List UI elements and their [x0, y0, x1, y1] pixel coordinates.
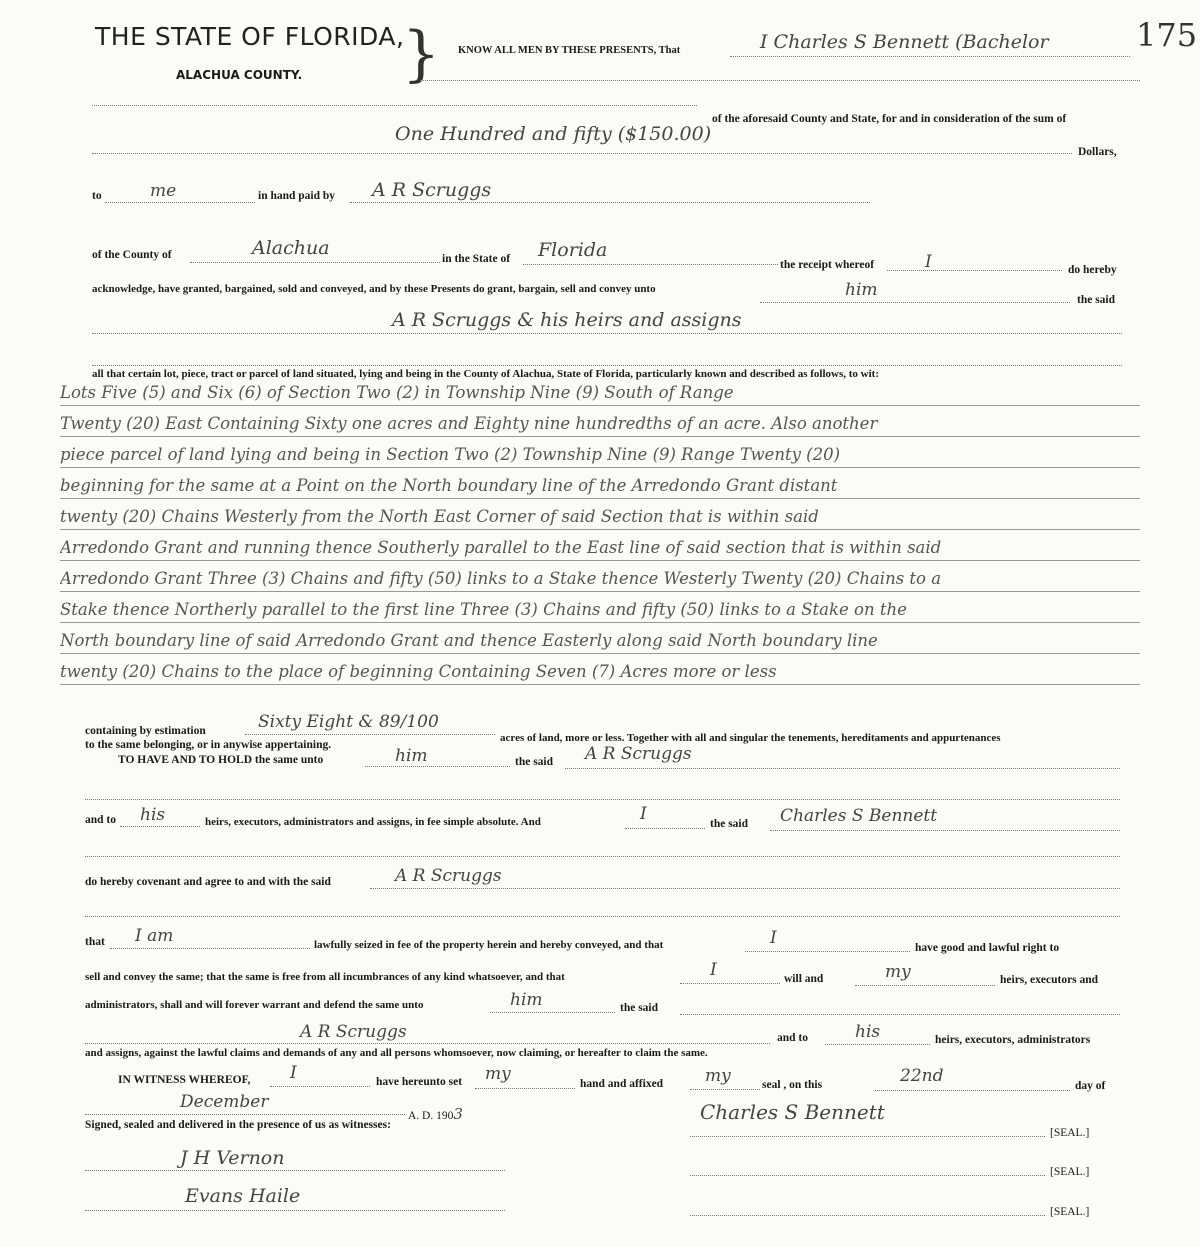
- seal-label-2: [SEAL.]: [1050, 1166, 1090, 1178]
- county-value: Alachua: [252, 237, 330, 259]
- covenant-grantee: A R Scruggs: [395, 866, 502, 886]
- acres-text: acres of land, more or less. Together with all and singular the tenements, hereditaments and appurtenances: [500, 732, 1001, 744]
- will-party: I: [710, 960, 717, 980]
- ad-label: A. D. 190: [408, 1110, 454, 1122]
- and-grantor: Charles S Bennett: [780, 806, 938, 826]
- signed-sealed-text: Signed, sealed and delivered in the presence of us as witnesses:: [85, 1119, 391, 1131]
- page-number: 175: [1136, 16, 1198, 54]
- defend-the-said-label: the said: [620, 1002, 659, 1014]
- heirs-text: heirs, executors, administrators and assigns, in fee simple absolute. And: [205, 816, 541, 828]
- description-line: beginning for the same at a Point on the North boundary line of the Arredondo Grant distant: [60, 476, 838, 495]
- witness-party: I: [290, 1063, 297, 1083]
- state-title: THE STATE OF FLORIDA,: [95, 22, 405, 51]
- seal-label-3: [SEAL.]: [1050, 1206, 1090, 1218]
- description-line: twenty (20) Chains Westerly from the North East Corner of said Section that is within said: [60, 507, 819, 526]
- description-line: Twenty (20) East Containing Sixty one acres and Eighty nine hundredths of an acre. Also another: [60, 414, 878, 433]
- belonging-text: to the same belonging, or in anywise appertaining.: [85, 739, 332, 751]
- receipt-whereof-label: the receipt whereof: [780, 259, 875, 271]
- state-of-label: in the State of: [442, 253, 511, 265]
- seized-text: lawfully seized in fee of the property herein and hereby conveyed, and that: [314, 939, 664, 951]
- to-label: to: [92, 190, 102, 202]
- his-party-2: his: [855, 1022, 881, 1042]
- defend-grantee: A R Scruggs: [300, 1022, 407, 1042]
- hand-party: my: [485, 1064, 511, 1084]
- month-value: December: [180, 1092, 269, 1112]
- dollars-label: Dollars,: [1078, 146, 1117, 158]
- description-line: Lots Five (5) and Six (6) of Section Two (2) in Township Nine (9) South of Range: [60, 383, 734, 402]
- do-hereby-label: do hereby: [1068, 264, 1117, 276]
- witness-signature-2: Evans Haile: [185, 1185, 301, 1207]
- description-line: North boundary line of said Arredondo Grant and thence Easterly along said North boundary line: [60, 631, 878, 650]
- my-party: my: [885, 962, 911, 982]
- state-value: Florida: [538, 239, 608, 261]
- containing-label: containing by estimation: [85, 725, 206, 737]
- receipt-party: I: [925, 252, 932, 272]
- and-to-label-2: and to: [777, 1032, 808, 1044]
- in-witness-label: IN WITNESS WHEREOF,: [118, 1074, 251, 1086]
- heirs-exec-label: heirs, executors and: [1000, 974, 1099, 986]
- convey-party: him: [845, 280, 878, 300]
- day-value: 22nd: [900, 1066, 944, 1086]
- have-grantee: A R Scruggs: [585, 744, 692, 764]
- seized-party: I am: [135, 926, 174, 946]
- the-said-label-1: the said: [1077, 294, 1116, 306]
- description-line: Stake thence Northerly parallel to the first line Three (3) Chains and fifty (50) links to a Stake on the: [60, 600, 907, 619]
- day-of-label: day of: [1075, 1080, 1106, 1092]
- property-description: [60, 377, 1140, 687]
- seal-label-1: [SEAL.]: [1050, 1127, 1090, 1139]
- description-line: piece parcel of land lying and being in Section Two (2) Township Nine (9) Range Twenty (20): [60, 445, 841, 464]
- hand-paid-by-label: in hand paid by: [258, 190, 336, 202]
- header-brace: }: [402, 19, 441, 89]
- defend-party: him: [510, 990, 543, 1010]
- right-text: have good and lawful right to: [915, 942, 1060, 954]
- that-label: that: [85, 936, 105, 948]
- have-the-said-label: the said: [515, 756, 554, 768]
- description-line: Arredondo Grant and running thence Southerly parallel to the East line of said section that is within said: [60, 538, 942, 557]
- have-party: him: [395, 746, 428, 766]
- assigns-text: and assigns, against the lawful claims and demands of any and all persons whomsoever, now claiming, or hereafter to claim the same.: [85, 1047, 708, 1059]
- admin-text: administrators, shall and will forever warrant and defend the same unto: [85, 999, 424, 1011]
- and-to-label: and to: [85, 814, 116, 826]
- grantor-name: I Charles S Bennett (Bachelor: [760, 31, 1049, 53]
- seal-on-this-label: seal , on this: [762, 1079, 823, 1091]
- seal-party: my: [705, 1066, 731, 1086]
- witness-signature-1: J H Vernon: [180, 1147, 285, 1169]
- right-party: I: [770, 928, 777, 948]
- grantee-full: A R Scruggs & his heirs and assigns: [392, 309, 742, 331]
- year-digit: 3: [453, 1105, 463, 1123]
- hand-affixed-label: hand and affixed: [580, 1078, 664, 1090]
- payer-name: A R Scruggs: [372, 179, 492, 201]
- heirs-party: his: [140, 805, 166, 825]
- grantor-signature: Charles S Bennett: [700, 1100, 885, 1124]
- county-of-label: of the County of: [92, 249, 172, 261]
- aforesaid-text: of the aforesaid County and State, for and in consideration of the sum of: [712, 113, 1067, 125]
- sum-written: One Hundred and fifty ($150.00): [395, 123, 712, 145]
- to-party: me: [150, 181, 177, 201]
- hereunto-set-label: have hereunto set: [376, 1076, 463, 1088]
- heirs-exec-label-2: heirs, executors, administrators: [935, 1034, 1091, 1046]
- county-title: ALACHUA COUNTY.: [176, 68, 303, 82]
- acreage-value: Sixty Eight & 89/100: [258, 712, 439, 732]
- all-that-certain-text: all that certain lot, piece, tract or parcel of land situated, lying and being in the County of Alachua, State of Florida, particularly known and described as follows, to wit:: [92, 368, 880, 380]
- covenant-text: do hereby covenant and agree to and with the said: [85, 876, 331, 888]
- acknowledge-text: acknowledge, have granted, bargained, sold and conveyed, and by these Presents do grant, bargain, sell and convey unto: [92, 283, 656, 295]
- and-the-said-label: the said: [710, 818, 749, 830]
- know-all-men-text: KNOW ALL MEN BY THESE PRESENTS, That: [458, 45, 681, 56]
- will-and-label: will and: [784, 973, 824, 985]
- description-line: twenty (20) Chains to the place of beginning Containing Seven (7) Acres more or less: [60, 662, 777, 681]
- sell-text: sell and convey the same; that the same is free from all incumbrances of any kind whatsoever, and that: [85, 971, 565, 983]
- to-have-label: TO HAVE AND TO HOLD the same unto: [118, 754, 324, 766]
- and-party: I: [640, 804, 647, 824]
- description-line: Arredondo Grant Three (3) Chains and fifty (50) links to a Stake thence Westerly Twenty (20) Chains to a: [60, 569, 942, 588]
